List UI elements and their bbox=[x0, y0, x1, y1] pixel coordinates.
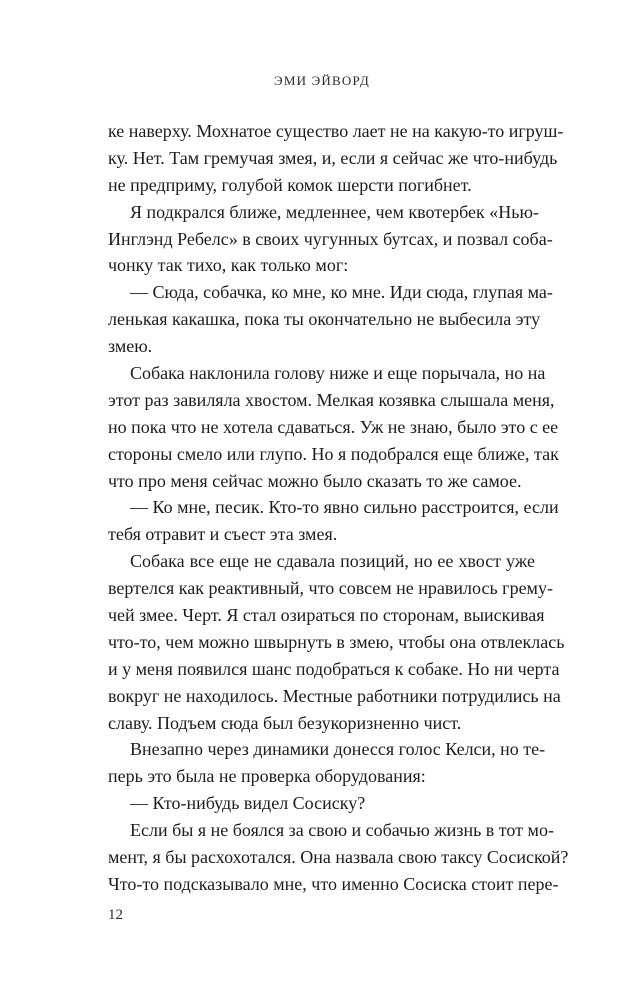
text-line: вертелся как реактивный, что совсем не нравилось грему- bbox=[108, 578, 553, 599]
text-line: — Сюда, собачка, ко мне, ко мне. Иди сюда, глупая ма- bbox=[130, 282, 553, 303]
text-line: Внезапно через динамики донесся голос Келси, но те- bbox=[130, 739, 546, 760]
text-line: вокруг не находилось. Местные работники потрудились на bbox=[108, 685, 561, 706]
text-line: змею. bbox=[108, 336, 153, 357]
text-line: ке наверху. Мохнатое существо лает не на какую-то игруш- bbox=[108, 121, 564, 141]
body-text bbox=[108, 118, 569, 898]
text-line: — Ко мне, песик. Кто-то явно сильно расстроится, если bbox=[130, 497, 559, 518]
text-line: Что-то подсказывало мне, что именно Сосиска стоит пере- bbox=[108, 873, 559, 894]
text-line: чонку так тихо, как только мог: bbox=[108, 255, 349, 276]
text-line: ленькая какашка, пока ты окончательно не выбесила эту bbox=[108, 309, 541, 330]
text-line: этот раз завиляла хвостом. Мелкая козявка слышала меня, bbox=[108, 389, 555, 410]
text-line: что-то, чем можно швырнуть в змею, чтобы она отвлеклась bbox=[108, 631, 565, 652]
text-line: стороны смело или глупо. Но я подобрался еще ближе, так bbox=[108, 443, 559, 464]
text-line: Собака все еще не сдавала позиций, но ее хвост уже bbox=[130, 551, 535, 572]
text-line: Если бы я не боялся за свою и собачью жизнь в тот мо- bbox=[130, 820, 554, 841]
text-line: и у меня появился шанс подобраться к собаке. Но ни черта bbox=[108, 658, 560, 679]
text-line: чей змее. Черт. Я стал озираться по сторонам, выискивая bbox=[108, 605, 545, 626]
text-line: славу. Подъем сюда был безукоризненно чист. bbox=[108, 712, 462, 733]
text-line: что про меня сейчас можно было сказать то же самое. bbox=[108, 470, 522, 491]
text-line: но пока что не хотела сдаваться. Уж не знаю, было это с ее bbox=[108, 416, 559, 437]
text-line: — Кто-нибудь видел Сосиску? bbox=[130, 793, 366, 814]
text-line: ку. Нет. Там гремучая змея, и, если я сейчас же что-нибудь bbox=[108, 147, 558, 168]
text-line: Я подкрался ближе, медленнее, чем квотербек «Нью- bbox=[130, 201, 539, 222]
text-line: Инглэнд Ребелс» в своих чугунных бутсах, и позвал соба- bbox=[108, 228, 553, 249]
text-line: тебя отравит и съест эта змея. bbox=[108, 524, 338, 545]
text-line: перь это была не проверка оборудования: bbox=[108, 766, 426, 787]
text-line: Собака наклонила голову ниже и еще порычала, но на bbox=[130, 363, 546, 384]
running-head-author: ЭМИ ЭЙВОРД bbox=[274, 73, 370, 88]
page-number: 12 bbox=[108, 907, 123, 923]
text-line: мент, я бы расхохотался. Она назвала свою таксу Сосиской? bbox=[108, 847, 569, 868]
text-line: не предприму, голубой комок шерсти погибнет. bbox=[108, 174, 472, 195]
